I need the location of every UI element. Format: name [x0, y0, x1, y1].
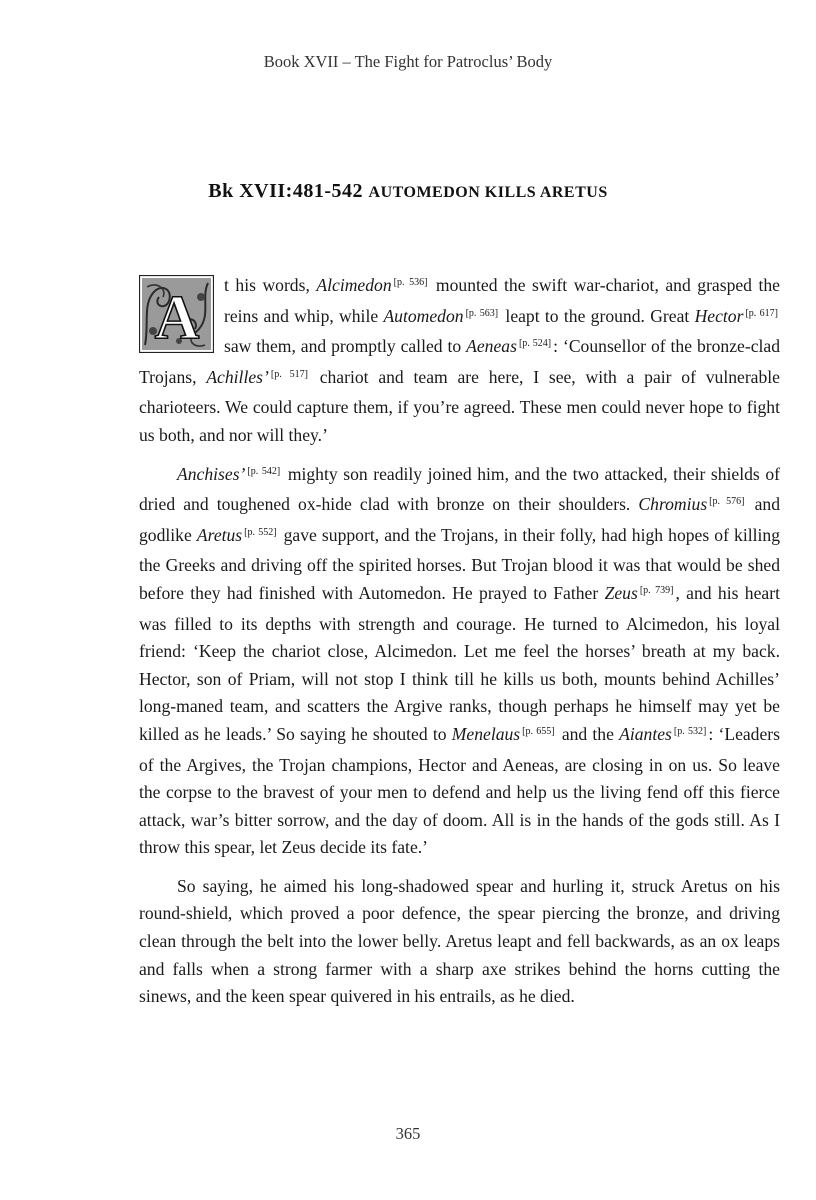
paragraph-3: So saying, he aimed his long-shadowed spear and hurling it, struck Aretus on his round-shield, which proved a poor defence, the spear piercing the bronze, and driving clean through the belt into the lower belly. Aretus leapt and fell backwards, as an ox leaps and falls when a strong farmer with a sharp axe strikes behind the horns cutting the sinews, and the keen spear quivered in his entrails, as he died.: [139, 875, 780, 1007]
page-ref: [p. 563]: [465, 307, 499, 319]
dropcap-ornament-icon: [139, 275, 214, 353]
name-achilles: Achilles’: [206, 366, 269, 387]
name-aretus: Aretus: [196, 524, 243, 545]
text-run: : ‘Leaders of the Argives, the Trojan champions, Hector and Aeneas, are closing in on us. So leave the corpse to the bravest of your men to defend and help us the living fend off this fierce attack, war’s bitter sorrow, and the day of doom. All is in the hands of the gods still. As I throw this spear, let Zeus decide its fate.’: [139, 723, 780, 858]
text-run: leapt to the ground. Great: [500, 305, 695, 326]
running-head: Book XVII – The Fight for Patroclus’ Body: [263, 52, 553, 71]
name-menelaus: Menelaus: [451, 723, 521, 744]
page-ref: [p. 536]: [393, 277, 428, 288]
page-ref: [p. 655]: [522, 725, 555, 737]
text-run: chariot and team are here, I see, with a pair of vulnerable charioteers. We could capture them, if you’re agreed. These men could never hope to fight us both, and nor will they.’: [139, 366, 780, 445]
name-aiantes: Aiantes: [619, 723, 672, 744]
page-ref: [p. 524]: [518, 338, 552, 350]
text-run: and the: [556, 723, 620, 744]
text-run: mounted the swift war-chariot, and grasped the reins and whip, while: [224, 275, 780, 326]
text-run: and godlike: [139, 494, 780, 545]
dropcap-letter: A: [154, 284, 200, 352]
name-automedon: Automedon: [383, 305, 464, 326]
name-alcimedon: Alcimedon: [316, 275, 392, 295]
paragraph-2: [139, 461, 780, 862]
text-run: , and his heart was filled to its depths with strength and courage. He turned to Alcimedon, his loyal friend: ‘Keep the chariot close, Alcimedon. Let me feel the horses’ breath at my back. Hector, son of Priam, will not stop I think till he kills us both, mounts behind Achilles’ long-maned team, and scatters the Argive ranks, though perhaps he himself may yet be killed as he leads.’ So saying he shouted to: [139, 582, 780, 744]
body-text: [139, 272, 780, 1011]
chapter-title-reference: Bk XVII:481-542: [208, 180, 364, 202]
paragraph-1: [139, 272, 780, 450]
page-ref: [p. 576]: [709, 496, 745, 508]
page-number: 365: [395, 1124, 421, 1143]
chapter-title-text: AUTOMEDON KILLS ARETUS: [368, 184, 608, 201]
name-aeneas: Aeneas: [466, 336, 517, 357]
page-ref: [p. 739]: [639, 584, 674, 596]
page-ref: [p. 542]: [247, 465, 281, 477]
page-ref: [p. 552]: [244, 526, 277, 538]
text-run: saw them, and promptly called to: [224, 336, 467, 357]
name-hector: Hector: [694, 305, 744, 326]
page-ref: [p. 617]: [745, 307, 778, 319]
name-zeus: Zeus: [604, 582, 638, 603]
page-ref: [p. 532]: [673, 725, 707, 737]
text-run: t his words,: [224, 275, 317, 295]
ornamental-dropcap: [139, 275, 214, 353]
page-ref: [p. 517]: [270, 368, 308, 380]
text-run: gave support, and the Trojans, in their folly, had high hopes of killing the Greeks and driving off the spirited horses. But Trojan blood it was that would be shed before they had finished with Automedon. He prayed to Father: [139, 524, 780, 603]
text-run: : ‘Counsellor of the bronze-clad Trojans,: [139, 336, 780, 387]
text-run: mighty son readily joined him, and the two attacked, their shields of dried and toughened ox-hide clad with bronze on their shoulders.: [139, 463, 780, 515]
name-chromius: Chromius: [638, 494, 708, 515]
chapter-title: [0, 180, 816, 203]
name-anchises: Anchises’: [177, 463, 246, 484]
